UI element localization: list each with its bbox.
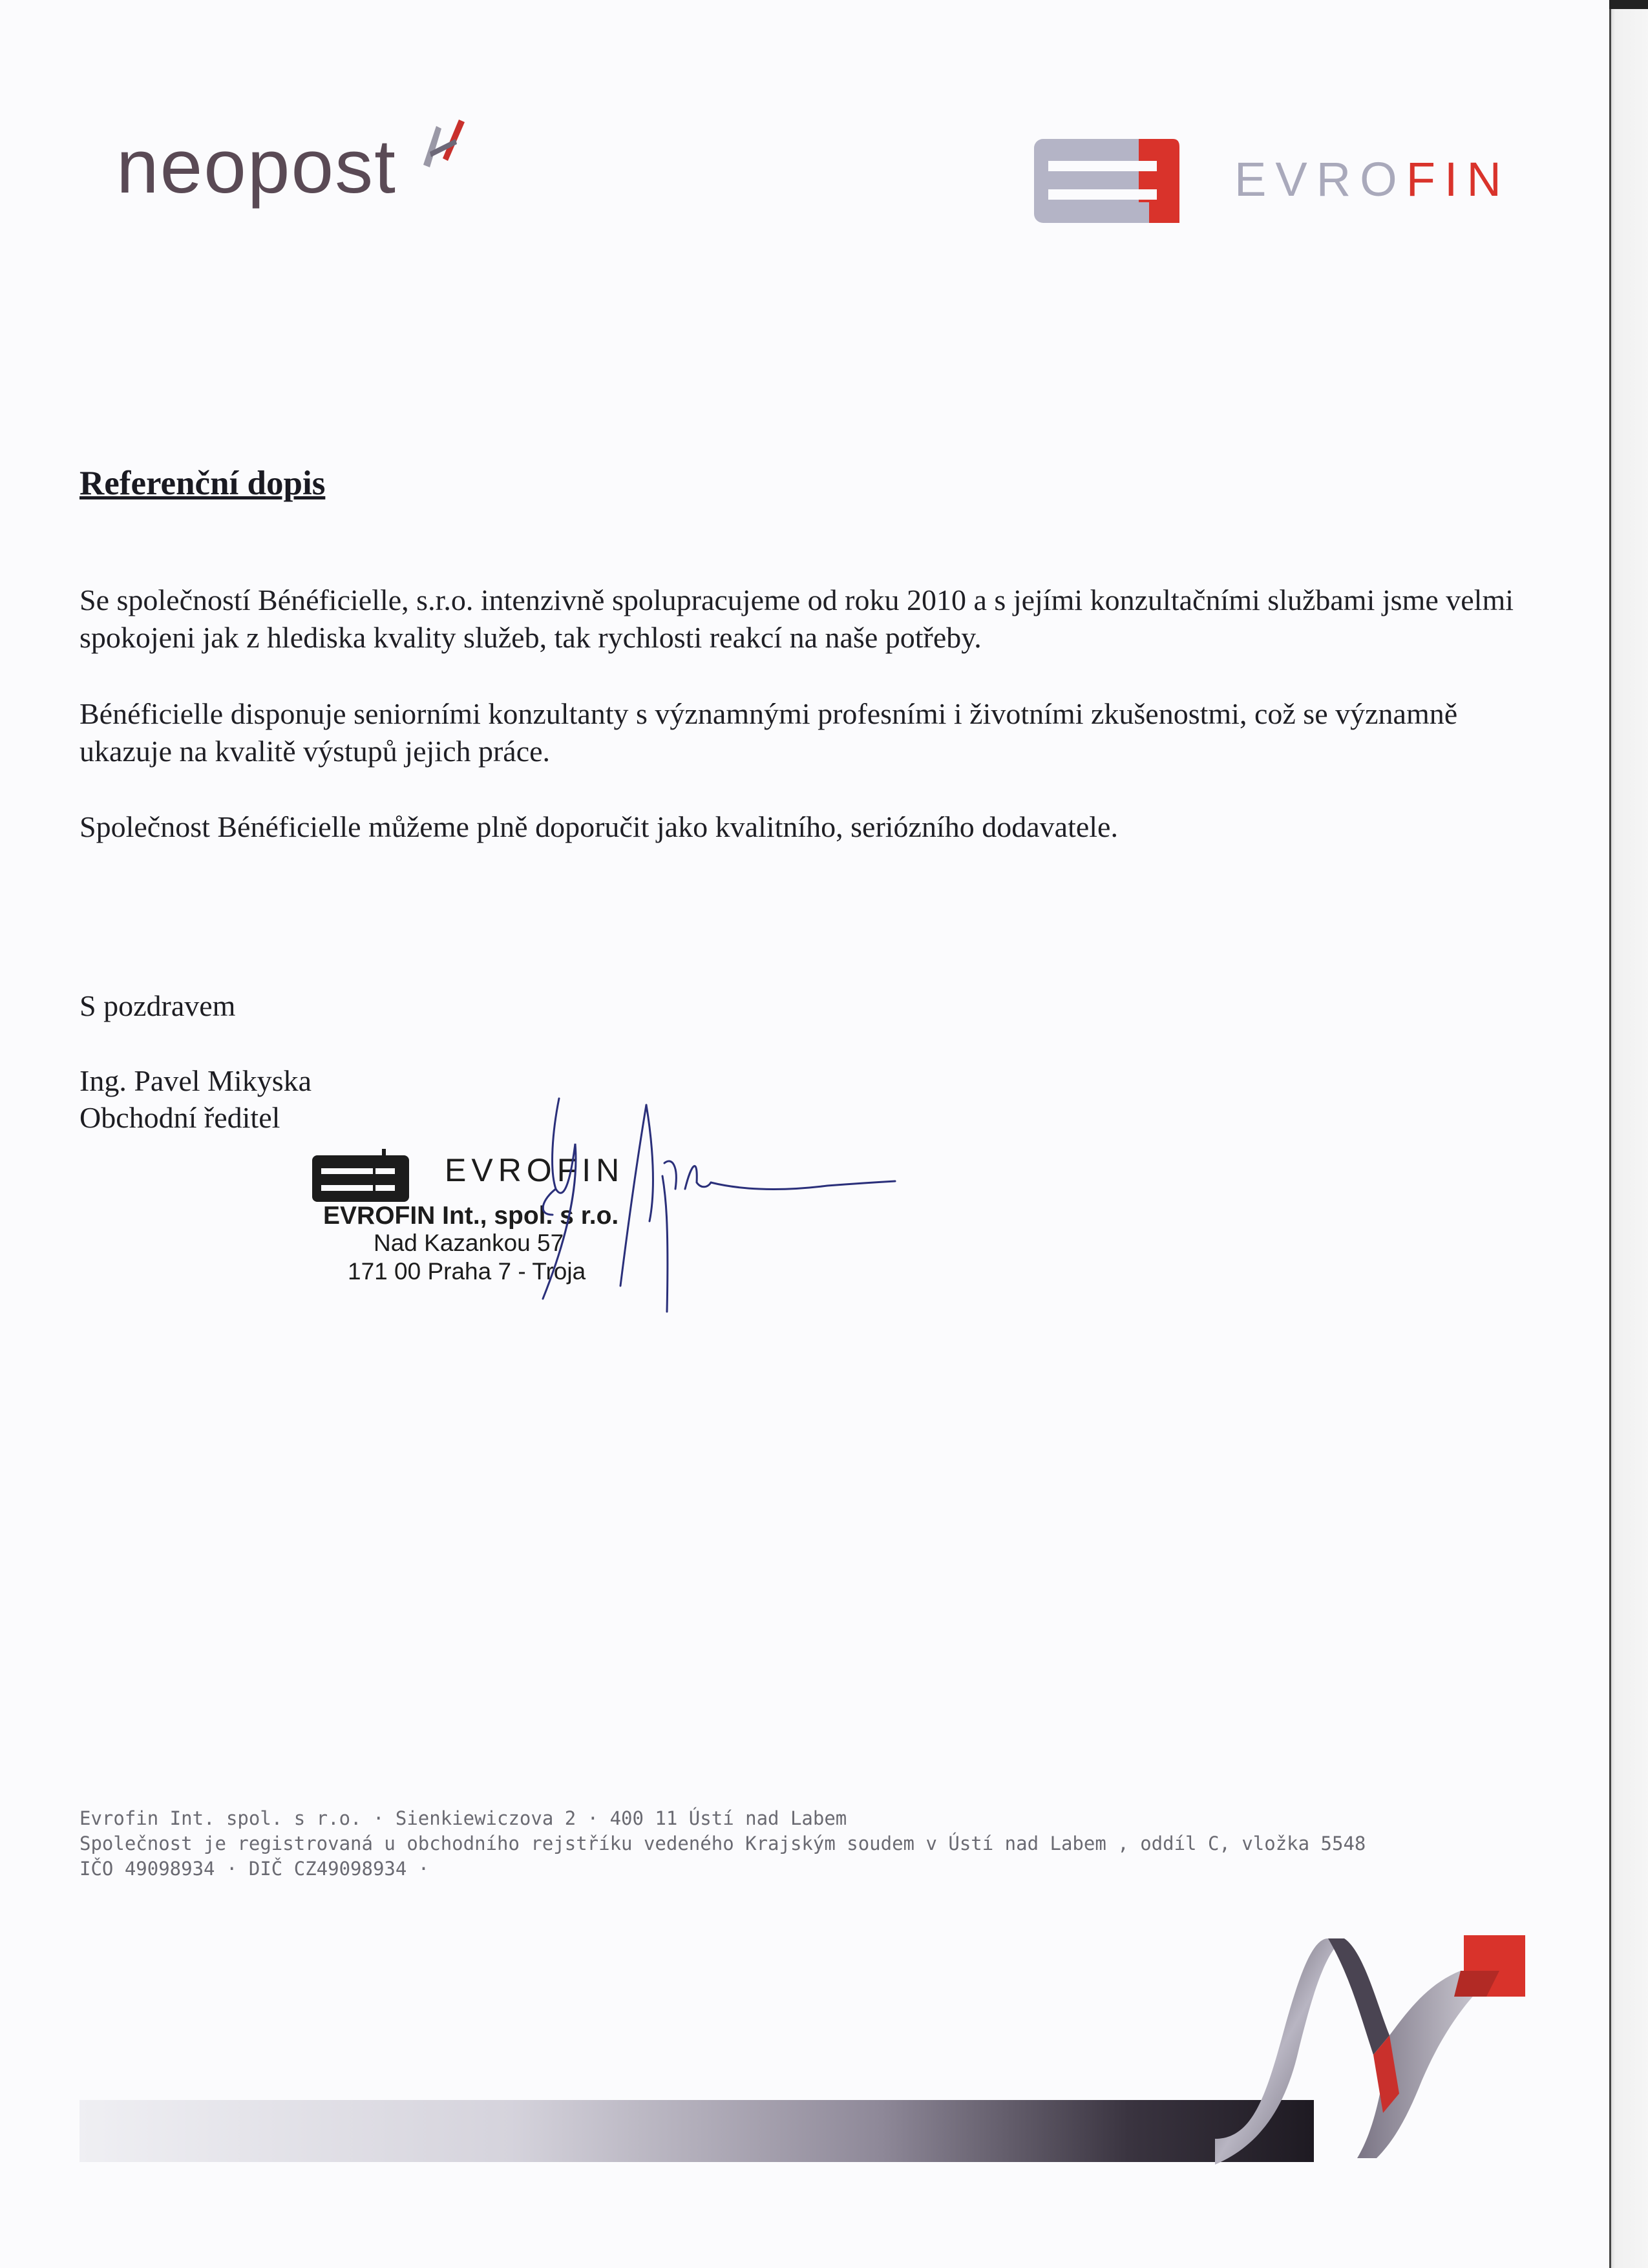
- letter-greeting: S pozdravem: [79, 989, 236, 1022]
- handwritten-signature: [491, 1092, 944, 1325]
- evrofin-logo-wordmark: [1234, 152, 1510, 207]
- letter-paragraph-1: Se společností Bénéficielle, s.r.o. intenzivně spolupracujeme od roku 2010 a s jejími konzultačními službami jsme velmi spokojeni jak z hlediska kvality služeb, tak rychlosti reakcí na naše potřeby.: [79, 583, 1514, 654]
- letter-paragraph-2: Bénéficielle disponuje seniorními konzultanty s významnými profesními i životními zkušenostmi, což se významně ukazuje na kvalitě výstupů jejich práce.: [79, 697, 1458, 768]
- footer-gradient-bar: [79, 2100, 1314, 2162]
- stamp-street: Nad Kazankou 57: [374, 1230, 564, 1256]
- evrofin-logo-evro: EVRO: [1234, 152, 1406, 206]
- stamp-company: EVROFIN Int., spol. s r.o.: [323, 1202, 619, 1230]
- stamp-city: 171 00 Praha 7 - Troja: [348, 1258, 586, 1285]
- neopost-mark-icon: [410, 113, 475, 178]
- scan-page-edge: [1609, 0, 1648, 2268]
- signer-title: Obchodní ředitel: [79, 1101, 280, 1134]
- signer-name: Ing. Pavel Mikyska: [79, 1064, 312, 1097]
- neopost-logo-text: neopost: [116, 124, 397, 209]
- stamp-logo-icon: [312, 1149, 409, 1202]
- evrofin-logo-fin: FIN: [1406, 152, 1510, 206]
- footer-registration: Společnost je registrovaná u obchodního rejstříku vedeného Krajským soudem v Ústí nad Labem , oddíl C, vložka 5548: [79, 1832, 1366, 1854]
- footer-address: Evrofin Int. spol. s r.o. · Sienkiewiczova 2 · 400 11 Ústí nad Labem: [79, 1807, 847, 1829]
- footer-tax-ids: IČO 49098934 · DIČ CZ49098934 ·: [79, 1858, 430, 1880]
- letter-title: Referenční dopis: [79, 465, 326, 502]
- stamp-brand: EVROFIN: [445, 1152, 625, 1188]
- ribbon-decoration-icon: [1215, 1926, 1551, 2184]
- scan-page-corner: [1609, 0, 1648, 9]
- letter-paragraph-3: Společnost Bénéficielle můžeme plně doporučit jako kvalitního, seriózního dodavatele.: [79, 810, 1118, 843]
